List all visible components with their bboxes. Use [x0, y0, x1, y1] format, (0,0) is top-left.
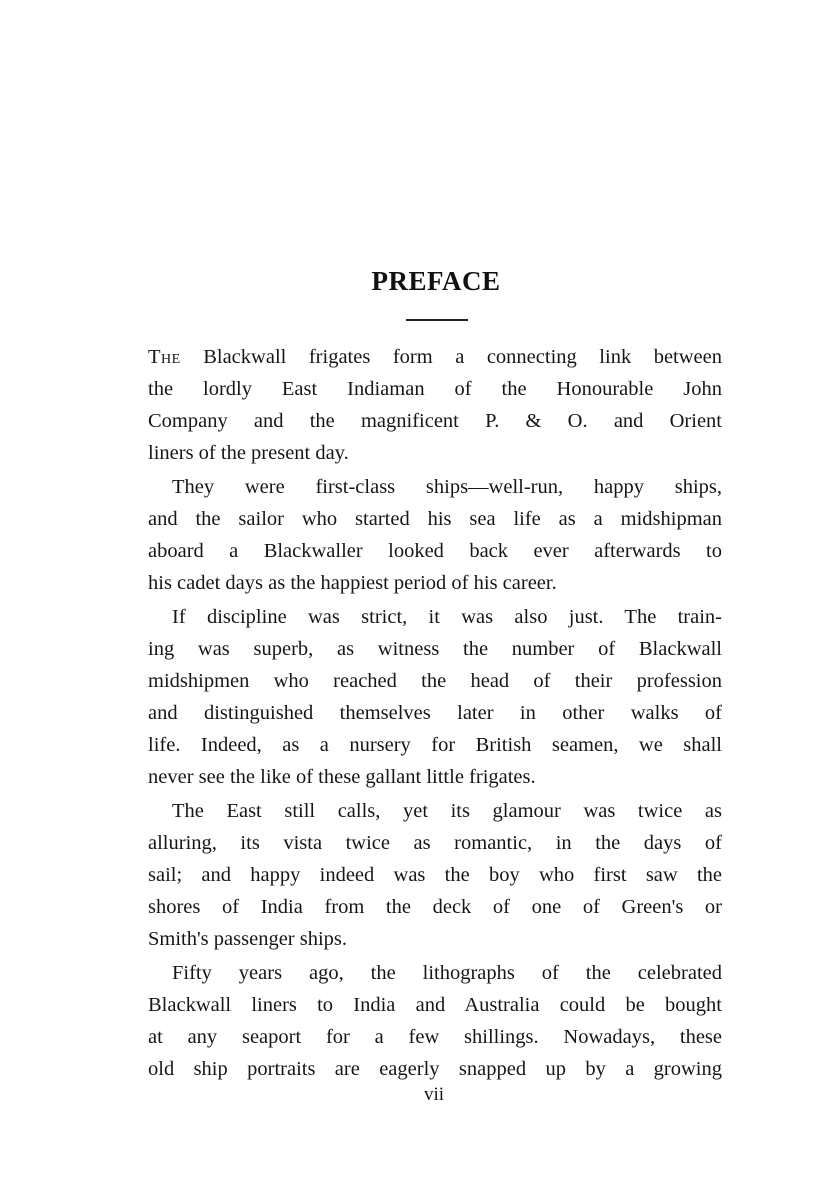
drop-word: The	[148, 346, 181, 368]
text-line: Smith's passenger ships.	[148, 928, 348, 950]
text-line: liners of the present day.	[148, 442, 349, 464]
text-line: sail; and happy indeed was the boy who first saw the	[148, 864, 722, 886]
text-line: If discipline was strict, it was also just. The train-	[172, 606, 722, 628]
text-line: never see the like of these gallant little frigates.	[148, 766, 536, 788]
text-line: and distinguished themselves later in other walks of	[148, 702, 722, 724]
text-line: the lordly East Indiaman of the Honourable John	[148, 378, 722, 400]
title-rule	[406, 319, 468, 321]
text-line: and the sailor who started his sea life as a midshipman	[148, 508, 722, 530]
text-line: midshipmen who reached the head of their profession	[148, 670, 722, 692]
text-line: old ship portraits are eagerly snapped up by a growing	[148, 1058, 722, 1080]
text-line: The East still calls, yet its glamour was twice as	[172, 800, 722, 822]
text-line: They were first-class ships—well-run, happy ships,	[172, 476, 722, 498]
text-line: aboard a Blackwaller looked back ever afterwards to	[148, 540, 722, 562]
text-line: Company and the magnificent P. & O. and Orient	[148, 410, 722, 432]
text-line: alluring, its vista twice as romantic, in the days of	[148, 832, 722, 854]
line-text: Blackwall frigates form a connecting link between	[203, 346, 723, 368]
text-line: Fifty years ago, the lithographs of the celebrated	[172, 962, 722, 984]
page-title: PREFACE	[371, 266, 501, 296]
text-line: ing was superb, as witness the number of Blackwall	[148, 638, 722, 660]
text-line: life. Indeed, as a nursery for British seamen, we shall	[148, 734, 722, 756]
page-number: vii	[423, 1084, 445, 1105]
text-line: at any seaport for a few shillings. Nowadays, these	[148, 1026, 722, 1048]
text-line: Blackwall liners to India and Australia could be bought	[148, 994, 722, 1016]
text-line: his cadet days as the happiest period of his career.	[148, 572, 557, 594]
text-line: shores of India from the deck of one of Green's or	[148, 896, 722, 918]
text-line	[148, 342, 722, 374]
